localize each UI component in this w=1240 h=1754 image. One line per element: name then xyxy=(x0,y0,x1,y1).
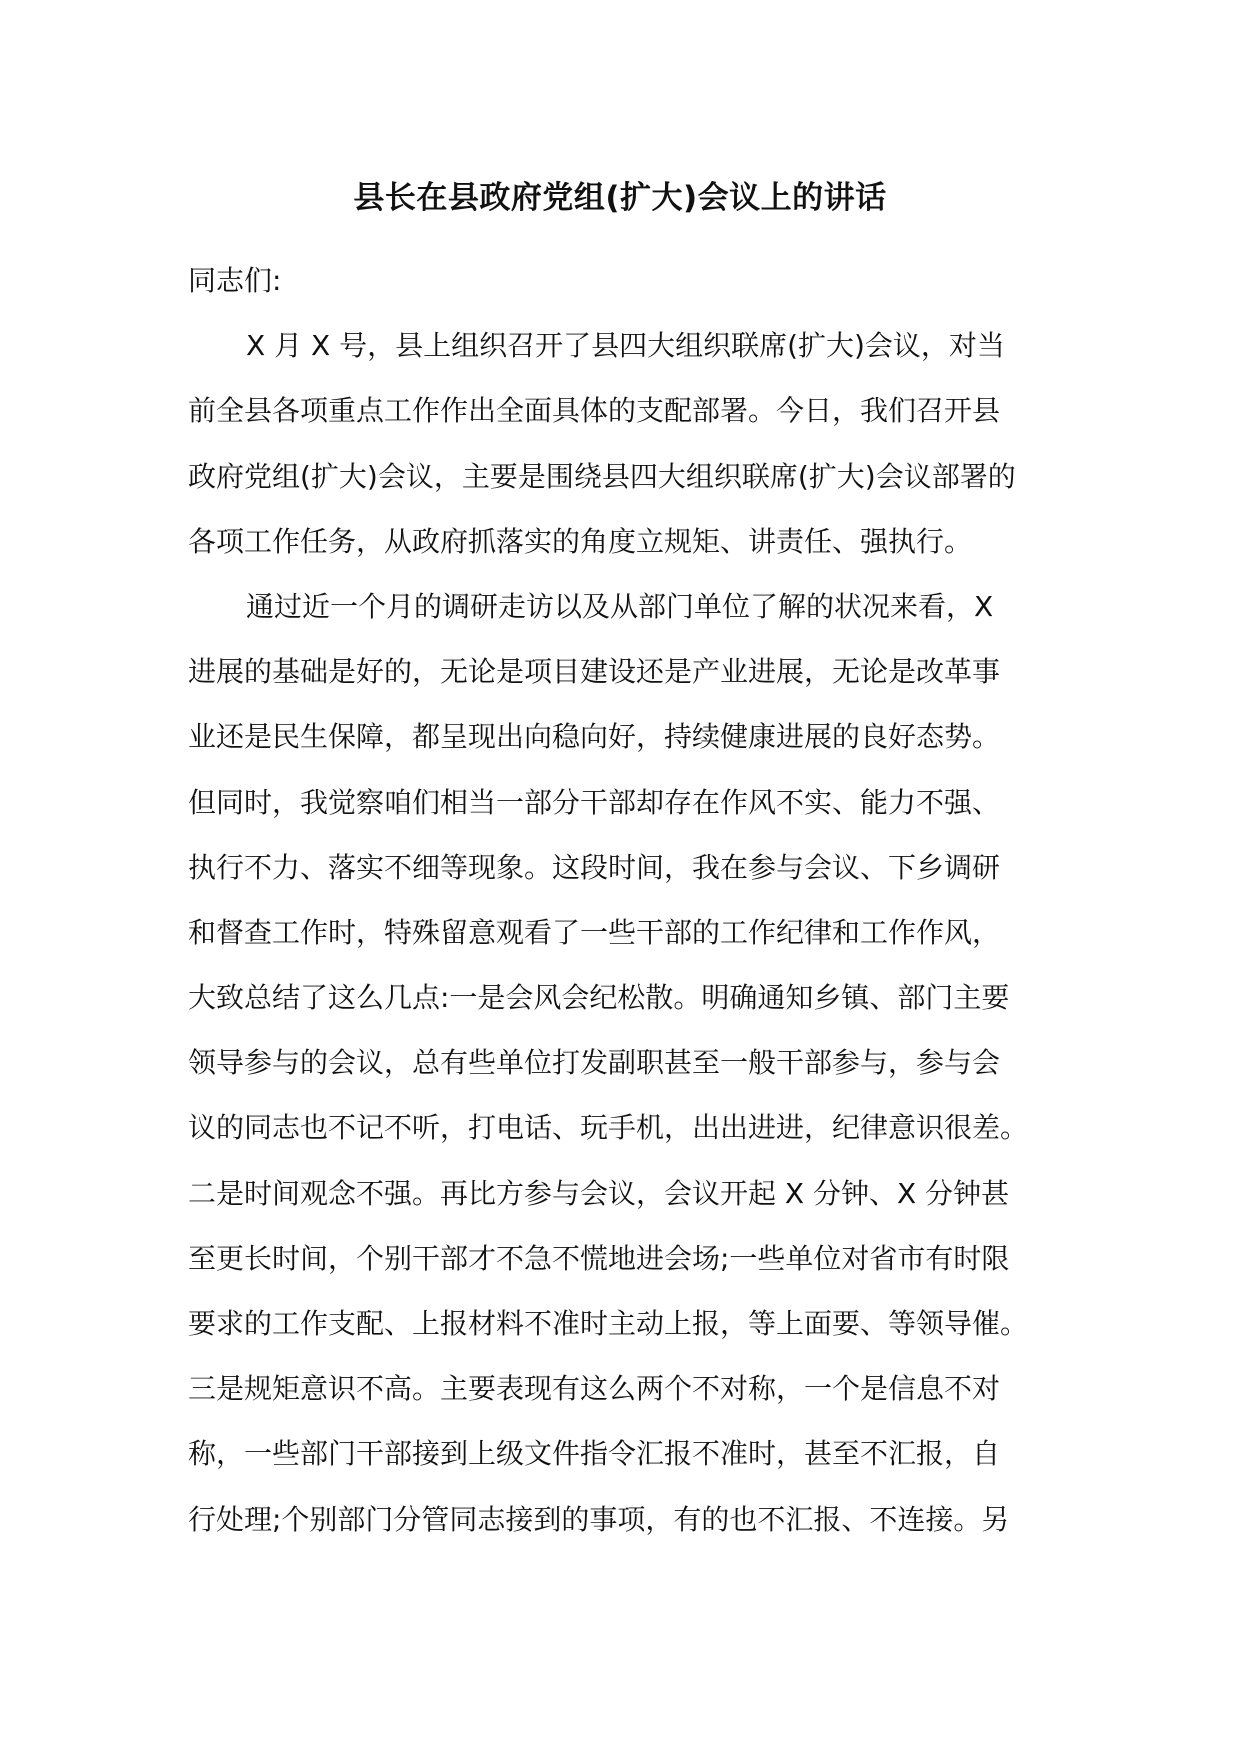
text-line: 前全县各项重点工作作出全面具体的支配部署。今日，我们召开县 xyxy=(188,394,1001,428)
text-line: 大致总结了这么几点:一是会风会纪松散。明确通知乡镇、部门主要 xyxy=(188,981,1010,1015)
text-line: 要求的工作支配、上报材料不准时主动上报，等上面要、等领导催。 xyxy=(188,1307,1029,1340)
text-line: 各项工作任务，从政府抓落实的角度立规矩、讲责任、强执行。 xyxy=(188,524,973,558)
document-body xyxy=(188,248,1060,1552)
text-line: 领导参与的会议，总有些单位打发副职甚至一般干部参与，参与会 xyxy=(188,1046,1001,1080)
document-title: 县长在县政府党组(扩大)会议上的讲话 xyxy=(353,180,887,216)
text-line: 业还是民生保障，都呈现出向稳向好，持续健康进展的良好态势。 xyxy=(188,720,1001,754)
text-line: 称，一些部门干部接到上级文件指令汇报不准时，甚至不汇报，自 xyxy=(188,1437,1001,1471)
text-line: 行处理;个别部门分管同志接到的事项，有的也不汇报、不连接。另 xyxy=(188,1502,1010,1536)
text-line: 但同时，我觉察咱们相当一部分干部却存在作风不实、能力不强、 xyxy=(188,785,1001,819)
text-line: X 月 X 号，县上组织召开了县四大组织联席(扩大)会议，对当 xyxy=(246,329,1005,363)
text-line: 通过近一个月的调研走访以及从部门单位了解的状况来看，X xyxy=(246,589,994,623)
text-line: 至更长时间，个别干部才不急不慌地进会场;一些单位对省市有时限 xyxy=(188,1241,1010,1275)
text-line: 议的同志也不记不听，打电话、玩手机，出出进进，纪律意识很差。 xyxy=(188,1111,1029,1145)
text-line: 和督查工作时，特殊留意观看了一些干部的工作纪律和工作作风， xyxy=(188,915,1001,949)
text-line: 三是规矩意识不高。主要表现有这么两个不对称，一个是信息不对 xyxy=(188,1372,1001,1406)
text-line: 二是时间观念不强。再比方参与会议，会议开起 X 分钟、X 分钟甚 xyxy=(188,1176,1010,1210)
salutation: 同志们: xyxy=(188,264,282,297)
text-line: 进展的基础是好的，无论是项目建设还是产业进展，无论是改革事 xyxy=(188,655,1001,689)
text-line: 执行不力、落实不细等现象。这段时间，我在参与会议、下乡调研 xyxy=(188,850,1001,884)
text-line: 政府党组(扩大)会议，主要是围绕县四大组织联席(扩大)会议部署的 xyxy=(188,459,1016,493)
